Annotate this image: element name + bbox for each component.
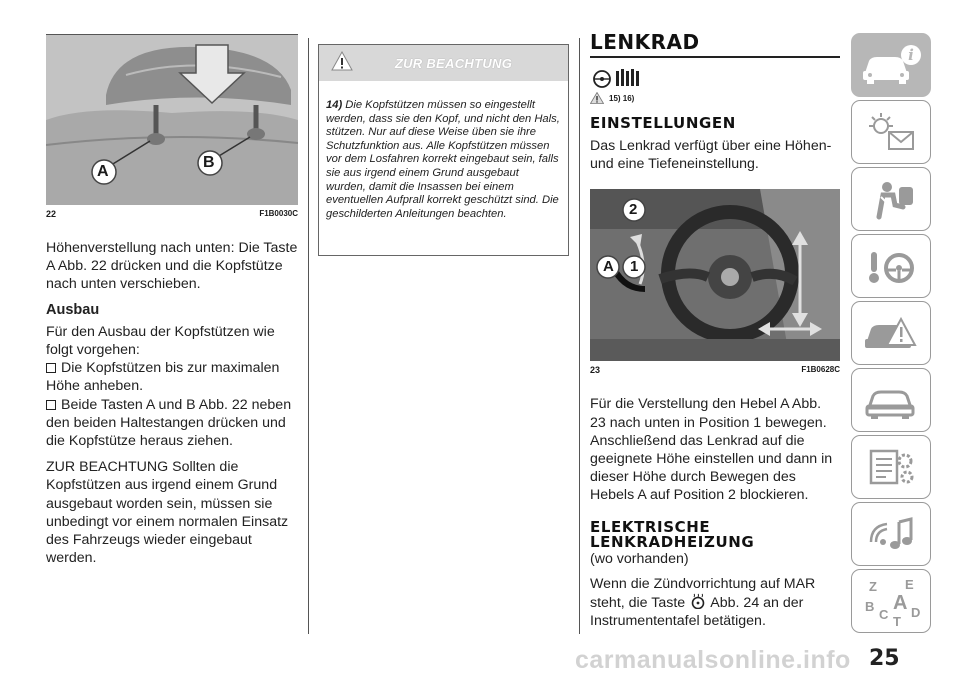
emergency-icon	[861, 311, 921, 355]
warning-lights-icon	[861, 110, 921, 154]
bullet-item: Beide Tasten A und B Abb. 22 neben den beiden Haltestangen drücken und die Kopfstütze heraus ziehen.	[46, 396, 292, 450]
starting-driving-icon	[861, 244, 921, 288]
warning-triangle-icon	[331, 51, 353, 71]
service-icon-row	[590, 66, 840, 88]
watermark: carmanualsonline.info	[575, 646, 851, 674]
right-column	[590, 0, 840, 630]
warning-number: 14)	[326, 99, 343, 111]
section-title-ausbau: Ausbau	[46, 301, 100, 318]
figure-number: 23	[590, 365, 601, 376]
warning-title: ZUR BEACHTUNG	[394, 55, 513, 71]
figure-label-2: 2	[629, 201, 638, 219]
section1-text: Das Lenkrad verfügt über eine Höhen- und eine Tiefeneinstellung.	[590, 138, 832, 173]
figure-steering	[590, 189, 840, 361]
ausbau-intro: Für den Ausbau der Kopfstützen wie folgt vorgehen:	[46, 323, 275, 359]
figure-label-b: B	[203, 154, 215, 171]
figure-label-1: 1	[630, 258, 639, 276]
svg-text:C: C	[879, 607, 889, 622]
multimedia-icon	[861, 512, 921, 556]
column-divider	[308, 38, 309, 634]
page-title: LENKRAD	[590, 30, 700, 54]
svg-text:i: i	[908, 46, 914, 64]
section2-subtitle: (wo vorhanden)	[590, 550, 689, 567]
maintenance-icon	[861, 378, 921, 422]
technical-data-icon	[861, 445, 921, 489]
note-paragraph: ZUR BEACHTUNG Sollten die Kopfstützen aus irgend einem Grund ausgebaut worden sein, müssen sie unbedingt vor einem normalen Einsatz des Fahrzeugs wieder eingebaut werden.	[46, 459, 289, 567]
checkbox-bullet-icon	[46, 400, 56, 410]
figure-caption	[46, 205, 298, 219]
warning-body	[319, 81, 568, 221]
column-divider	[579, 38, 580, 634]
safety-icon	[861, 177, 921, 221]
figure-headrest	[46, 35, 298, 205]
car-info-icon	[859, 43, 923, 87]
warning-header	[319, 45, 568, 81]
intro-paragraph: Höhenverstellung nach unten: Die Taste A Abb. 22 drücken und die Kopfstütze nach unten verschieben.	[46, 240, 298, 293]
svg-text:A: A	[893, 592, 908, 614]
warning-text: Die Kopfstützen müssen so eingestellt werden, dass sie den Kopf, und nicht den Hals, stützen. Nur auf diese Weise üben sie ihre Schutzfunktion aus. Alle Kopfstützen müssen vor dem Losfahren korrekt eingebaut sein, falls sie aus irgend einem Grund ausgebaut wurden, damit die Insassen bei einem eventuellen Aufprall korrekt geschützt sind. Die geschilderten Anleitungen beachten.	[326, 99, 560, 220]
sidebar-item-starting-driving[interactable]	[851, 234, 931, 298]
sidebar-item-warning-lights[interactable]	[851, 100, 931, 164]
figure-label-a: A	[97, 163, 109, 180]
sidebar-item-emergency[interactable]	[851, 301, 931, 365]
checkbox-bullet-icon	[46, 363, 56, 373]
sidebar-item-maintenance[interactable]	[851, 368, 931, 432]
warning-refs: 15) 16)	[609, 93, 635, 103]
steering-wheel-service-icon	[590, 66, 642, 88]
left-body	[46, 239, 298, 567]
section-title-einstellungen: EINSTELLUNGEN	[590, 114, 736, 132]
figure-label-a: A	[603, 258, 614, 276]
section-title-heating: ELEKTRISCHE LENKRADHEIZUNG	[590, 517, 755, 551]
headrest-illustration	[46, 35, 298, 205]
section1-detail: Für die Verstellung den Hebel A Abb. 23 nach unten in Position 1 bewegen. Anschließend das Lenkrad auf die geeignete Höhe einstellen und dann in dieser Höhe durch Bewegen des Hebels A auf Position 2 blockieren.	[590, 396, 833, 504]
figure-caption	[590, 361, 840, 375]
svg-text:B: B	[865, 599, 875, 614]
svg-text:T: T	[893, 614, 901, 627]
svg-text:D: D	[911, 605, 921, 620]
sidebar-item-car-info[interactable]	[851, 33, 931, 97]
refs-row	[590, 92, 840, 104]
section2-text: Wenn die Zündvorrichtung auf MAR steht, die Taste Abb. 24 an der Instrumententafel betätigen.	[590, 575, 816, 630]
warning-small-icon	[590, 92, 604, 104]
sidebar-item-multimedia[interactable]	[851, 502, 931, 566]
sidebar-item-safety[interactable]	[851, 167, 931, 231]
title-rule	[590, 56, 840, 58]
index-icon	[859, 575, 923, 627]
svg-text:Z: Z	[869, 579, 877, 594]
sidebar-item-technical-data[interactable]	[851, 435, 931, 499]
left-column	[46, 0, 298, 574]
chapter-sidebar	[851, 33, 931, 636]
sidebar-item-index[interactable]	[851, 569, 931, 633]
figure-code: F1B0628C	[801, 365, 840, 375]
warning-box	[318, 44, 569, 256]
heated-steering-icon	[689, 593, 707, 609]
page-number: 25	[869, 646, 900, 671]
svg-text:E: E	[905, 577, 914, 592]
steering-illustration	[590, 189, 840, 361]
figure-code: F1B0030C	[259, 209, 298, 218]
bullet-item: Die Kopfstützen bis zur maximalen Höhe anheben.	[46, 360, 280, 395]
figure-number: 22	[46, 209, 57, 219]
